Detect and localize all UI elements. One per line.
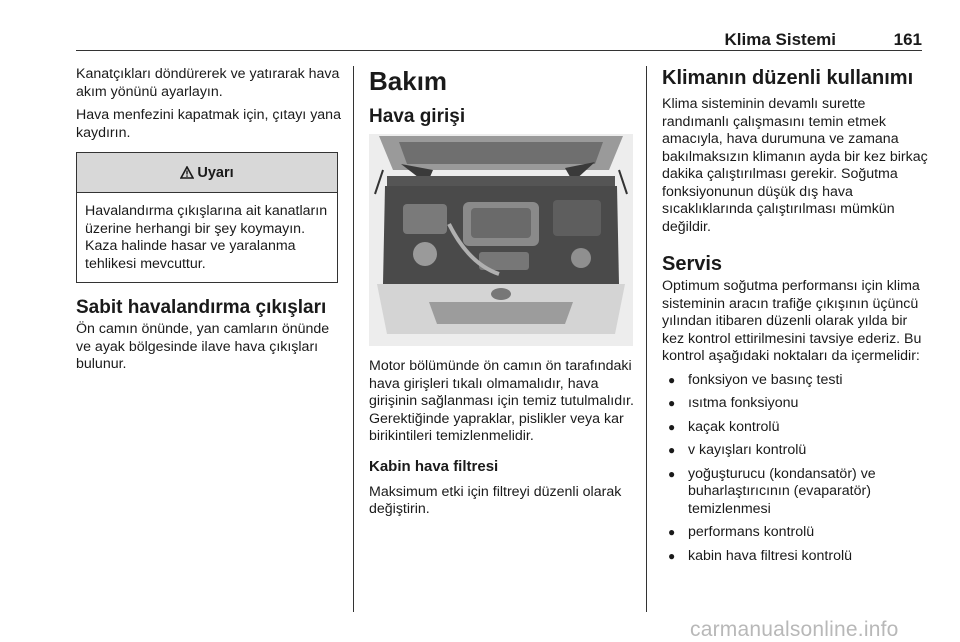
list-item: ● performans kontrolü	[662, 524, 930, 542]
middle-column	[369, 66, 637, 519]
regular-use-text: Klima sisteminin devamlı surette randımanlı çalışmasını temin etmek amacıyla, hava durumuna ve zamana bakılmaksızın klimanın ayda bir kez birkaç dakika çalıştırılması gerekir. Soğutma fonksiyonunun düşük dış hava sıcaklıklarında çalıştırılması mümkün değildir.	[662, 96, 928, 235]
engine-bay-illustration	[369, 134, 633, 346]
header-rule	[76, 50, 922, 51]
paragraph-vent-direction: Kanatçıkları döndürerek ve yatırarak hava akım yönünü ayarlayın.	[76, 66, 340, 100]
paragraph-vent-close: Hava menfezini kapatmak için, çıtayı yana kaydırın.	[76, 107, 341, 141]
section-title-service: Servis	[662, 253, 723, 275]
list-item: ● kaçak kontrolü	[662, 419, 930, 437]
column-divider-2	[646, 66, 647, 612]
service-text: Optimum soğutma performansı için klima sisteminin aracın trafiğe çıkışının üçüncü yılından itibaren düzenli olarak yılda bir kez kontrol ettirilmesini tavsiye ederiz. Bu kontrol aşağıdaki noktaları da içermelidir:	[662, 278, 922, 364]
subtitle-air-intake: Hava girişi	[369, 106, 466, 127]
list-item: ● fonksiyon ve basınç testi	[662, 372, 930, 390]
left-column	[76, 66, 342, 374]
page-header	[76, 30, 922, 50]
column-divider-1	[353, 66, 354, 612]
warning-box	[76, 152, 338, 283]
section-title-maintenance: Bakım	[369, 66, 448, 96]
cabin-filter-text: Maksimum etki için filtreyi düzenli olarak değiştirin.	[369, 483, 622, 517]
engine-bay-photo	[369, 134, 633, 346]
air-intake-text: Motor bölümünde ön camın ön tarafındaki hava girişleri tıkalı olmamalıdır, hava girişinin sağlanması için temiz tutulmalıdır. Gerektiğinde yapraklar, pislikler veya kar birikintileri temizlenmelidir.	[369, 358, 634, 444]
section-title-regular-use: Klimanın düzenli kullanımı	[662, 67, 914, 89]
page-number: 161	[893, 30, 922, 49]
section-text-fixed-vents: Ön camın önünde, yan camların önünde ve ayak bölgesinde ilave hava çıkışları bulunur.	[76, 321, 330, 372]
service-check-list	[662, 372, 930, 566]
header-title: Klima Sistemi	[724, 30, 836, 49]
right-column	[662, 66, 930, 571]
list-item: ● kabin hava filtresi kontrolü	[662, 548, 930, 566]
subtitle-cabin-filter: Kabin hava filtresi	[369, 457, 499, 475]
warning-header	[77, 153, 337, 193]
warning-text: Havalandırma çıkışlarına ait kanatların üzerine herhangi bir şey koymayın. Kaza halinde hasar ve yaralanma tehlikesi mevcuttur.	[85, 203, 328, 272]
list-item: ● v kayışları kontrolü	[662, 442, 930, 460]
section-title-fixed-vents: Sabit havalandırma çıkışları	[76, 297, 327, 318]
watermark: carmanualsonline.info	[690, 618, 899, 641]
warning-triangle-icon	[180, 166, 194, 179]
warning-title: Uyarı	[197, 164, 234, 181]
list-item: ● ısıtma fonksiyonu	[662, 395, 930, 413]
list-item: ● yoğuşturucu (kondansatör) ve buharlaştırıcının (evaparatör) temizlenmesi	[662, 466, 930, 519]
